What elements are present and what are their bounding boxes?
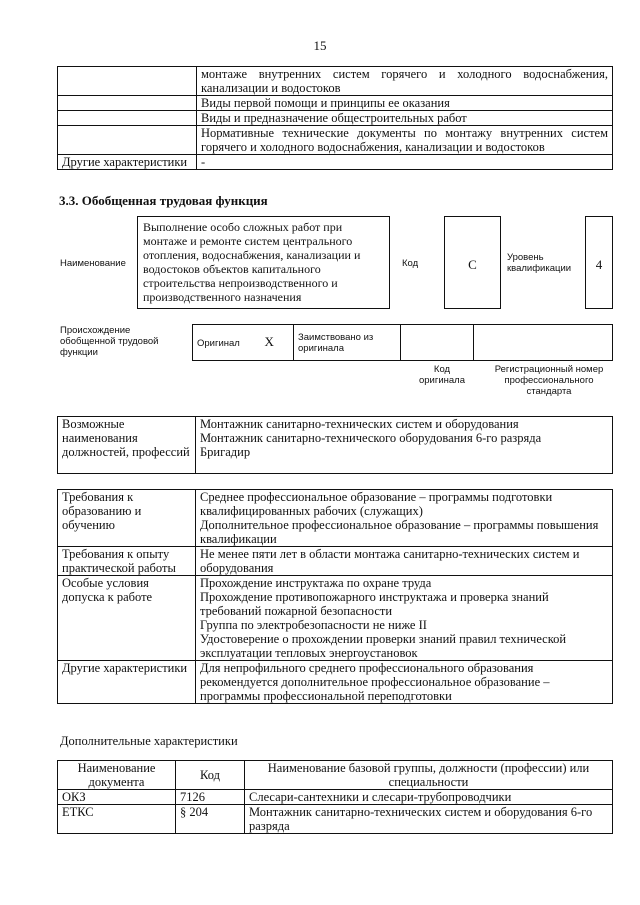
- gtf-name-label: Наименование: [60, 258, 126, 269]
- table-cell: Монтажник санитарно-технических систем и оборудования 6-го разряда: [245, 805, 613, 834]
- table-row: [193, 325, 613, 361]
- table-cell: Виды и предназначение общестроительных работ: [197, 111, 613, 126]
- gtf-name-box: [137, 216, 390, 309]
- origin-code-cell: [401, 325, 474, 361]
- gtf-name-value: Выполнение особо сложных работ при монтаже и ремонте систем центрального отопления, водоснабжения, канализации и водостоков объектов капитального строительства непроизводственного и производственного назначения: [143, 220, 361, 304]
- table-cell: Виды первой помощи и принципы ее оказания: [197, 96, 613, 111]
- table-cell: Нормативные технические документы по монтажу внутренних систем горячего и холодного водоснабжения, канализации и водостоков: [197, 126, 613, 155]
- requirement-value: Для непрофильного среднего профессионального образования рекомендуется дополнительное профессиональное образование – программы профессиональной переподготовки: [196, 661, 613, 704]
- table-row: [58, 111, 613, 126]
- positions-table: [57, 416, 613, 474]
- requirement-label: Другие характеристики: [58, 661, 196, 704]
- requirement-label: Особые условия допуска к работе: [58, 576, 196, 661]
- table-cell: [58, 67, 197, 96]
- table-cell: ОКЗ: [58, 790, 176, 805]
- extra-table: [57, 760, 613, 834]
- gtf-code-value: C: [468, 257, 477, 272]
- list-item: Монтажник санитарно-технических систем и оборудования: [200, 417, 519, 431]
- table-row: [58, 155, 613, 170]
- origin-original-mark: X: [264, 333, 274, 349]
- requirement-label: Требования к образованию и обучению: [58, 490, 196, 547]
- table-row: [58, 761, 613, 790]
- extra-header-name: Наименование базовой группы, должности (профессии) или специальности: [245, 761, 613, 790]
- origin-original-cell: [193, 325, 294, 361]
- origin-reg-caption: Регистрационный номер профессионального стандарта: [494, 364, 604, 397]
- table-row: [58, 126, 613, 155]
- table-cell: [58, 111, 197, 126]
- table-row: [58, 576, 613, 661]
- table-cell: монтаже внутренних систем горячего и холодного водоснабжения, канализации и водостоков: [197, 67, 613, 96]
- requirement-label: Требования к опыту практической работы: [58, 547, 196, 576]
- extra-header-code: Код: [176, 761, 245, 790]
- origin-borrowed-cell: [294, 325, 401, 361]
- table-row: [58, 67, 613, 96]
- page-number: 15: [313, 38, 327, 53]
- table-row: [58, 490, 613, 547]
- extra-heading: Дополнительные характеристики: [60, 734, 238, 748]
- gtf-code-label: Код: [402, 258, 419, 269]
- origin-code-caption: Код оригинала: [418, 364, 465, 386]
- table-cell: 7126: [176, 790, 245, 805]
- gtf-level-value: 4: [595, 257, 603, 272]
- table-cell: ЕТКС: [58, 805, 176, 834]
- origin-borrowed-label: Заимствовано из оригинала: [298, 331, 374, 354]
- origin-table: [192, 324, 613, 361]
- extra-header-doc: Наименование документа: [58, 761, 176, 790]
- positions-label: Возможные наименования должностей, профессий: [58, 417, 196, 474]
- positions-value: [196, 417, 613, 474]
- origin-label: Происхождение обобщенной трудовой функции: [60, 325, 159, 358]
- table-row: [58, 661, 613, 704]
- table-cell: § 204: [176, 805, 245, 834]
- list-item: Монтажник санитарно-технического оборудования 6-го разряда: [200, 431, 542, 445]
- other-characteristics-value: -: [197, 155, 613, 170]
- origin-reg-cell: [474, 325, 613, 361]
- table-cell: [58, 96, 197, 111]
- origin-original-label: Оригинал: [197, 337, 240, 349]
- requirement-value: Не менее пяти лет в области монтажа санитарно-технических систем и оборудования: [196, 547, 613, 576]
- top-knowledge-table: [57, 66, 613, 170]
- gtf-level-box: [585, 216, 613, 309]
- table-row: [58, 96, 613, 111]
- requirement-value: Прохождение инструктажа по охране труда Прохождение противопожарного инструктажа и проверка знаний требований пожарной безопасности Группа по электробезопасности не ниже II Удостоверение о прохождении проверки знаний правил технической эксплуатации тепловых энергоустановок: [196, 576, 613, 661]
- table-row: [58, 417, 613, 474]
- other-characteristics-label: Другие характеристики: [58, 155, 197, 170]
- table-cell: [58, 126, 197, 155]
- list-item: Бригадир: [200, 445, 251, 459]
- table-cell: Слесари-сантехники и слесари-трубопроводчики: [245, 790, 613, 805]
- gtf-code-box: [444, 216, 501, 309]
- section-heading: 3.3. Обобщенная трудовая функция: [59, 193, 268, 208]
- requirement-value: Среднее профессиональное образование – программы подготовки квалифицированных рабочих (служащих) Дополнительное профессиональное образование – программы повышения квалификации: [196, 490, 613, 547]
- table-row: [58, 805, 613, 834]
- requirements-table: [57, 489, 613, 704]
- table-row: [58, 547, 613, 576]
- table-row: [58, 790, 613, 805]
- gtf-level-label: Уровень квалификации: [507, 252, 572, 274]
